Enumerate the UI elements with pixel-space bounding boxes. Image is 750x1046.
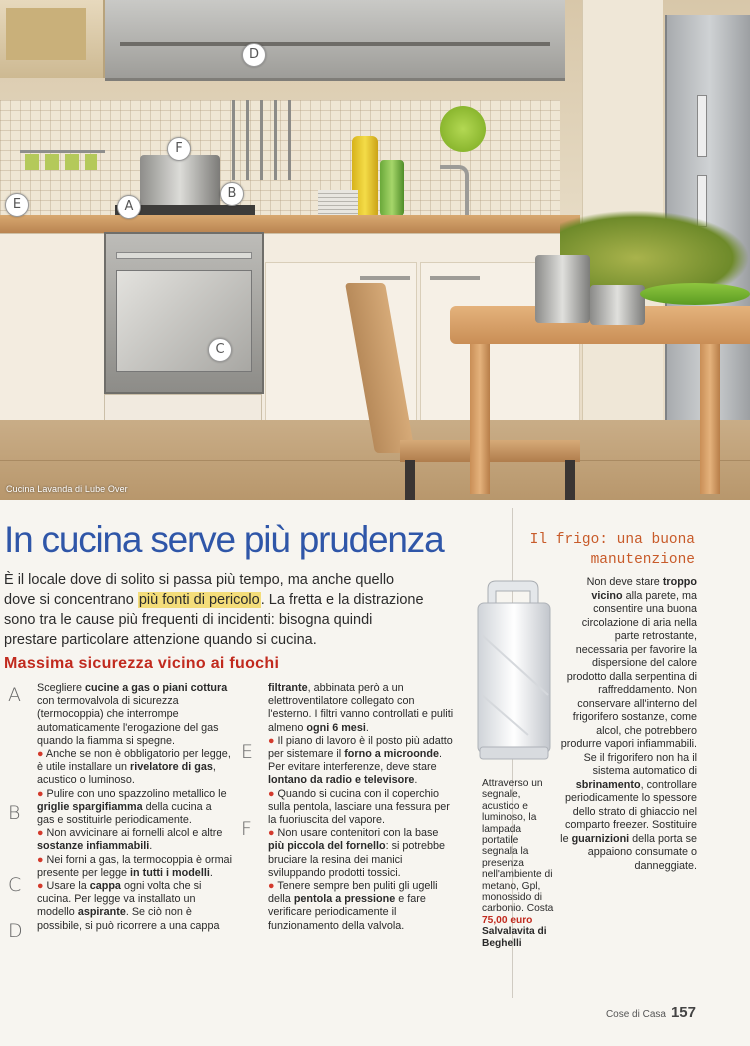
range-hood [105,0,565,81]
countertop [0,215,580,233]
letter-marker-a: A [8,684,21,706]
article-column-2 [268,682,456,933]
photo-marker-c: C [208,338,232,362]
product-caption [482,778,554,949]
chair-seat [400,440,580,462]
tip-b2: ● Non avvicinare ai fornelli alcol e altre sostanze infiammabili. [37,827,223,853]
page-number: 157 [670,1004,696,1021]
table-leg [470,344,490,494]
letter-marker-c: C [8,874,22,896]
oven [104,232,264,394]
tip-d: ● Usare la cappa ogni volta che si cucina. Per legge va installato un modello aspirante. Se ciò non è possibile, si può ricorrere a una cappa [37,880,220,932]
floor-line [0,460,750,461]
sidebar-body: Non deve stare troppo vicino alla parete, ma consentire una buona circolazione di aria nella parte retrostante, necessaria per favorire la dispersione del calore prodotto dalla serpentina di raffreddamento. Non conservare all'interno del frigorifero sostanze, come alcol, che potrebbero produrre vapori infiammabili. Se il frigorifero non ha il sistema automatico di sbrinamento, controllare periodicamente lo spessore dello strato di ghiaccio nel comparto freezer. Sostituire le guarnizioni della porta se appaiono consumate o danneggiate. [560,576,697,872]
tip-b: ● Pulire con uno spazzolino metallico le griglie spargifiamma della cucina a gas e sostituirle periodicamente. [37,787,227,827]
bullet-dot: ● [268,787,275,800]
plate-stack [318,190,358,216]
photo-marker-d: D [242,43,266,67]
photo-marker-e: E [5,193,29,217]
green-bowl [440,106,486,152]
tip-a: Scegliere cucine a gas o piani cottura con termovalvola di sicurezza (termocoppia) che interrompe automaticamente l'erogazione del gas quando la fiamma si spegne. [37,682,228,747]
cabinet-handle [360,276,410,280]
tip-a2: ● Anche se non è obbligatorio per legge, è utile installare un rivelatore di gas, acustico o luminoso. [37,748,231,787]
steel-pot [590,285,645,325]
section-subhead: Massima sicurezza vicino ai fuochi [4,655,280,672]
green-bottle [380,160,404,216]
letter-marker-f: F [241,818,252,840]
sink-tap [440,165,469,219]
product-description: Attraverso un segnale, acustico e luminoso, la lampada portatile segnala la presenza nell'ambiente di metano, Gpl, monossido di carbonio. Costa [482,778,554,915]
page-footer [606,1004,696,1021]
steel-pot [535,255,590,323]
letter-marker-d: D [8,920,23,942]
letter-marker-b: B [8,802,21,824]
intro-text: . La fretta e la distrazione sono tra le cause più frequenti di incidenti: bisogna quindi prestare particolare attenzione quando si cucina. [4,592,424,648]
bullet-dot: ● [37,880,44,893]
tip-f2: ● Non usare contenitori con la base più piccola del fornello: si potrebbe bruciare la resina dei manici sviluppando prodotti tossici. [268,827,446,879]
photo-marker-a: A [117,195,141,219]
tip-f3: ● Tenere sempre ben puliti gli ugelli della pentola a pressione e fare verificare periodicamente il funzionamento della valvola. [268,880,438,932]
cabinet-handle [430,276,480,280]
sidebar-title-line: Il frigo: una buona [529,532,695,548]
cups [25,154,97,170]
sidebar-title-line: manutenzione [590,552,695,568]
tip-f: ● Quando si cucina con il coperchio sulla pentola, lasciare una fessura per la fuoriuscita del vapore. [268,787,450,827]
photo-caption: Cucina Lavanda di Lube Over [6,484,128,494]
bullet-dot: ● [37,787,44,800]
bullet-dot: ● [268,880,275,893]
green-plate [640,283,750,305]
oven-drawer [104,394,262,422]
bullet-dot: ● [37,748,44,761]
pans [140,155,220,210]
sidebar-title [520,530,695,570]
tip-e: ● Il piano di lavoro è il posto più adatto per sistemare il forno a microonde. Per evitare interferenze, deve stare lontano da radio e televisore. [268,734,453,787]
chair-leg [565,460,575,500]
tip-c: ● Nei forni a gas, la termocoppia è ormai presente per legge in tutti i modelli. [37,853,232,879]
bullet-dot: ● [37,853,44,866]
bullet-dot: ● [268,734,275,747]
magazine-name: Cose di Casa [605,1009,666,1020]
product-price: 75,00 euro [482,914,533,926]
article-column-1 [37,682,232,933]
hood-handle [120,42,550,46]
chair-leg [405,460,415,500]
article-intro [4,570,424,650]
bullet-dot: ● [268,827,275,840]
intro-highlight: più fonti di pericolo [138,592,260,608]
tip-d-cont: filtrante, abbinata però a un elettroventilatore collegato con l'esterno. I filtri vanno controllati e puliti almeno ogni 6 mesi. [268,682,454,734]
letter-marker-e: E [241,741,254,763]
intro-text: È il locale dove di solito si passa più tempo, ma anche quello dove si concentrano [4,572,395,608]
table-leg [700,344,720,494]
article-headline: In cucina serve più prudenza [4,519,444,560]
bullet-dot: ● [37,827,44,840]
product-name: Salvalavita di Beghelli [482,926,547,949]
hanging-utensils [232,100,292,180]
photo-marker-b: B [220,182,244,206]
wall-cabinet [0,0,105,78]
gas-detector-lamp-image [468,575,558,765]
kitchen-photo [0,0,750,500]
photo-marker-f: F [167,137,191,161]
